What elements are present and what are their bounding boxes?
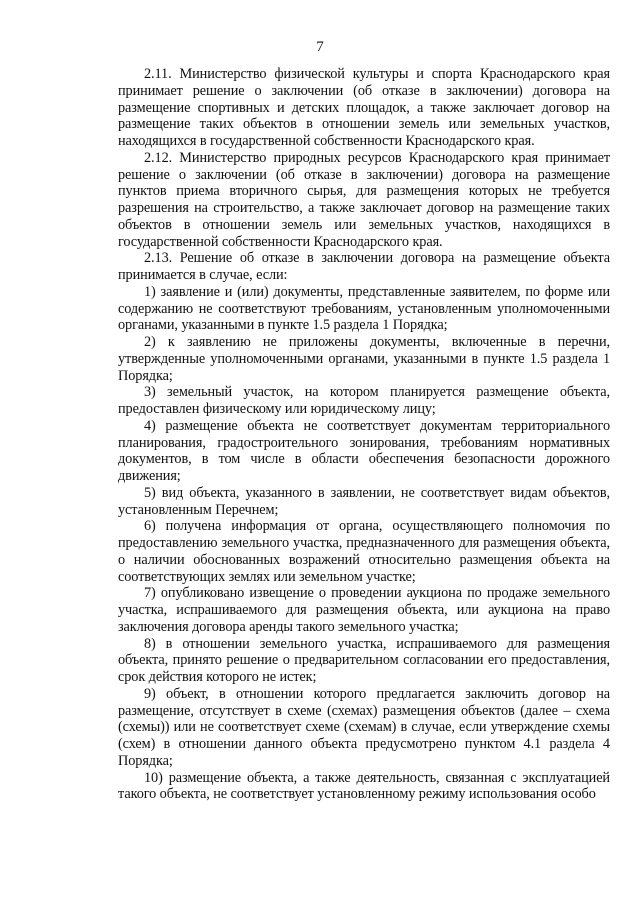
paragraph-2-11: 2.11. Министерство физической культуры и спорта Краснодарского края принимает решение о заключении (об отказе в заключении) договора на размещение спортивных и детских площадок, а также заключает договор на размещение таких объектов в отношении земель или земельных участков, находящихся в государственной собственности Краснодарского края. <box>118 66 610 149</box>
list-item-6: 6) получена информация от органа, осуществляющего полномочия по предоставлению земельного участка, предназначенного для размещения объекта, о наличии обоснованных возражений относительно размещения объекта на соответствующих землях или земельном участке; <box>118 518 610 585</box>
list-item-5: 5) вид объекта, указанного в заявлении, не соответствует видам объектов, установленным Перечнем; <box>118 484 610 518</box>
document-body <box>118 66 610 803</box>
list-item-10: 10) размещение объекта, а также деятельность, связанная с эксплуатацией такого объекта, не соответствует установленному режиму использования особо <box>118 769 610 803</box>
list-item-8: 8) в отношении земельного участка, испрашиваемого для размещения объекта, принято решение о предварительном согласовании его предоставления, срок действия которого не истек; <box>118 635 610 685</box>
paragraph-2-13: 2.13. Решение об отказе в заключении договора на размещение объекта принимается в случае, если: <box>118 250 610 283</box>
list-item-9: 9) объект, в отношении которого предлагается заключить договор на размещение, отсутствует в схеме (схемах) размещения объектов (далее – схема (схемы)) или не соответствует схеме (схемам) в случае, если утверждение схемы (схем) в отношении данного объекта предусмотрено пунктом 4.1 раздела 4 Порядка; <box>118 685 610 769</box>
list-item-4: 4) размещение объекта не соответствует документам территориального планирования, градостроительного зонирования, требованиям нормативных документов, в том числе в области обеспечения безопасности дорожного движения; <box>118 417 610 484</box>
paragraph-2-12: 2.12. Министерство природных ресурсов Краснодарского края принимает решение о заключении (об отказе в заключении) договора на размещение пунктов приема вторичного сырья, для размещения которых не требуется разрешения на строительство, а также заключает договор на размещение таких объектов в отношении земель или земельных участков, находящихся в государственной собственности Краснодарского края. <box>118 149 610 250</box>
list-item-3: 3) земельный участок, на котором планируется размещение объекта, предоставлен физическому или юридическому лицу; <box>118 384 610 417</box>
list-item-7: 7) опубликовано извещение о проведении аукциона по продаже земельного участка, испрашиваемого для размещения объекта, или аукциона на право заключения договора аренды такого земельного участка; <box>118 585 610 635</box>
page-number: 7 <box>316 39 324 55</box>
list-item-2: 2) к заявлению не приложены документы, включенные в перечни, утвержденные уполномоченными органами, указанными в пункте 1.5 раздела 1 Порядка; <box>118 334 610 384</box>
list-item-1: 1) заявление и (или) документы, представленные заявителем, по форме или содержанию не соответствуют требованиям, установленным уполномоченными органами, указанными в пункте 1.5 раздела 1 Порядка; <box>118 283 610 334</box>
